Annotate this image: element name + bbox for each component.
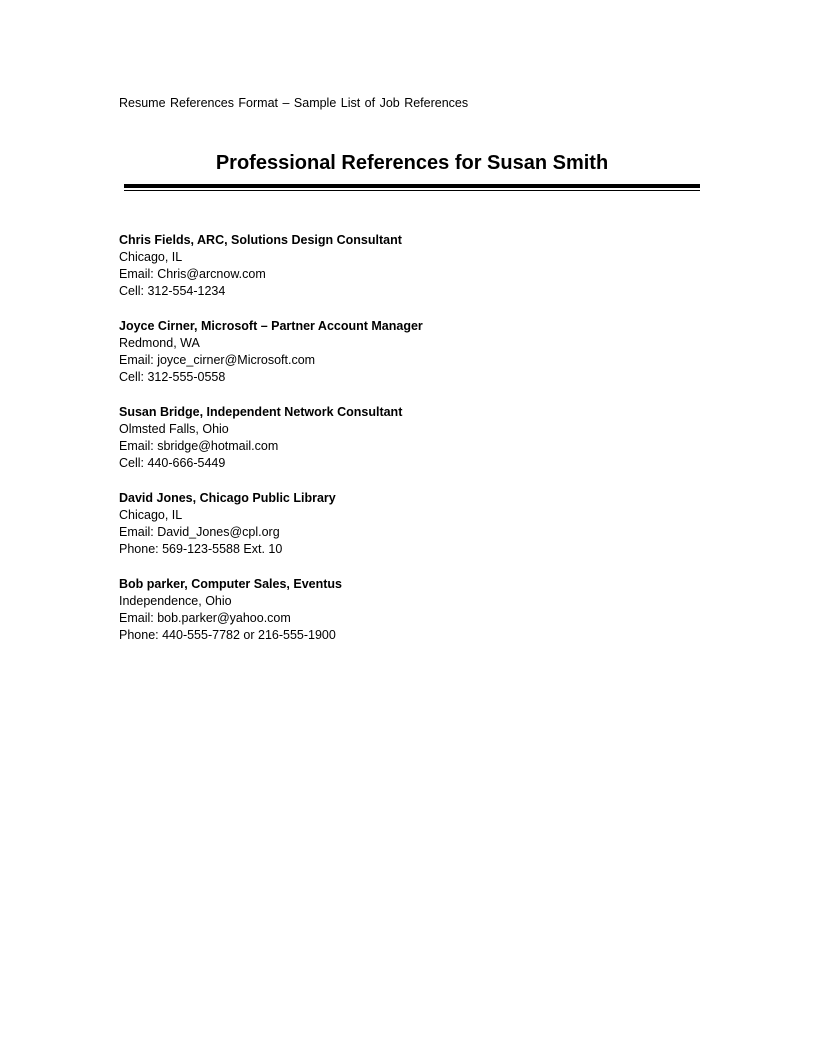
reference-email: Email: sbridge@hotmail.com — [119, 439, 279, 453]
reference-email: Email: David_Jones@cpl.org — [119, 525, 280, 539]
reference-name: Bob parker, Computer Sales, Eventus — [119, 577, 342, 591]
reference-entry — [119, 490, 719, 558]
title-divider — [124, 184, 700, 191]
reference-entry — [119, 232, 719, 300]
reference-name: Susan Bridge, Independent Network Consultant — [119, 405, 403, 419]
reference-location: Olmsted Falls, Ohio — [119, 422, 229, 436]
reference-email: Email: bob.parker@yahoo.com — [119, 611, 291, 625]
reference-email: Email: Chris@arcnow.com — [119, 267, 266, 281]
reference-phone: Cell: 440-666-5449 — [119, 456, 226, 470]
reference-entry — [119, 318, 719, 386]
reference-entry — [119, 404, 719, 472]
reference-location: Independence, Ohio — [119, 594, 232, 608]
title-divider-thick-line — [124, 184, 700, 188]
reference-location: Redmond, WA — [119, 336, 200, 350]
title-divider-thin-line — [124, 190, 700, 191]
reference-location: Chicago, IL — [119, 508, 183, 522]
reference-phone: Cell: 312-554-1234 — [119, 284, 226, 298]
reference-name: David Jones, Chicago Public Library — [119, 491, 336, 505]
reference-entry — [119, 576, 719, 644]
reference-phone: Cell: 312-555-0558 — [119, 370, 226, 384]
page-title: Professional References for Susan Smith — [215, 152, 609, 174]
document-subtitle: Resume References Format – Sample List of Job References — [119, 96, 469, 110]
reference-name: Joyce Cirner, Microsoft – Partner Account Manager — [119, 319, 423, 333]
reference-name: Chris Fields, ARC, Solutions Design Consultant — [119, 233, 402, 247]
reference-list — [119, 232, 719, 662]
reference-location: Chicago, IL — [119, 250, 183, 264]
reference-phone: Phone: 569-123-5588 Ext. 10 — [119, 542, 283, 556]
reference-phone: Phone: 440-555-7782 or 216-555-1900 — [119, 628, 336, 642]
reference-email: Email: joyce_cirner@Microsoft.com — [119, 353, 316, 367]
